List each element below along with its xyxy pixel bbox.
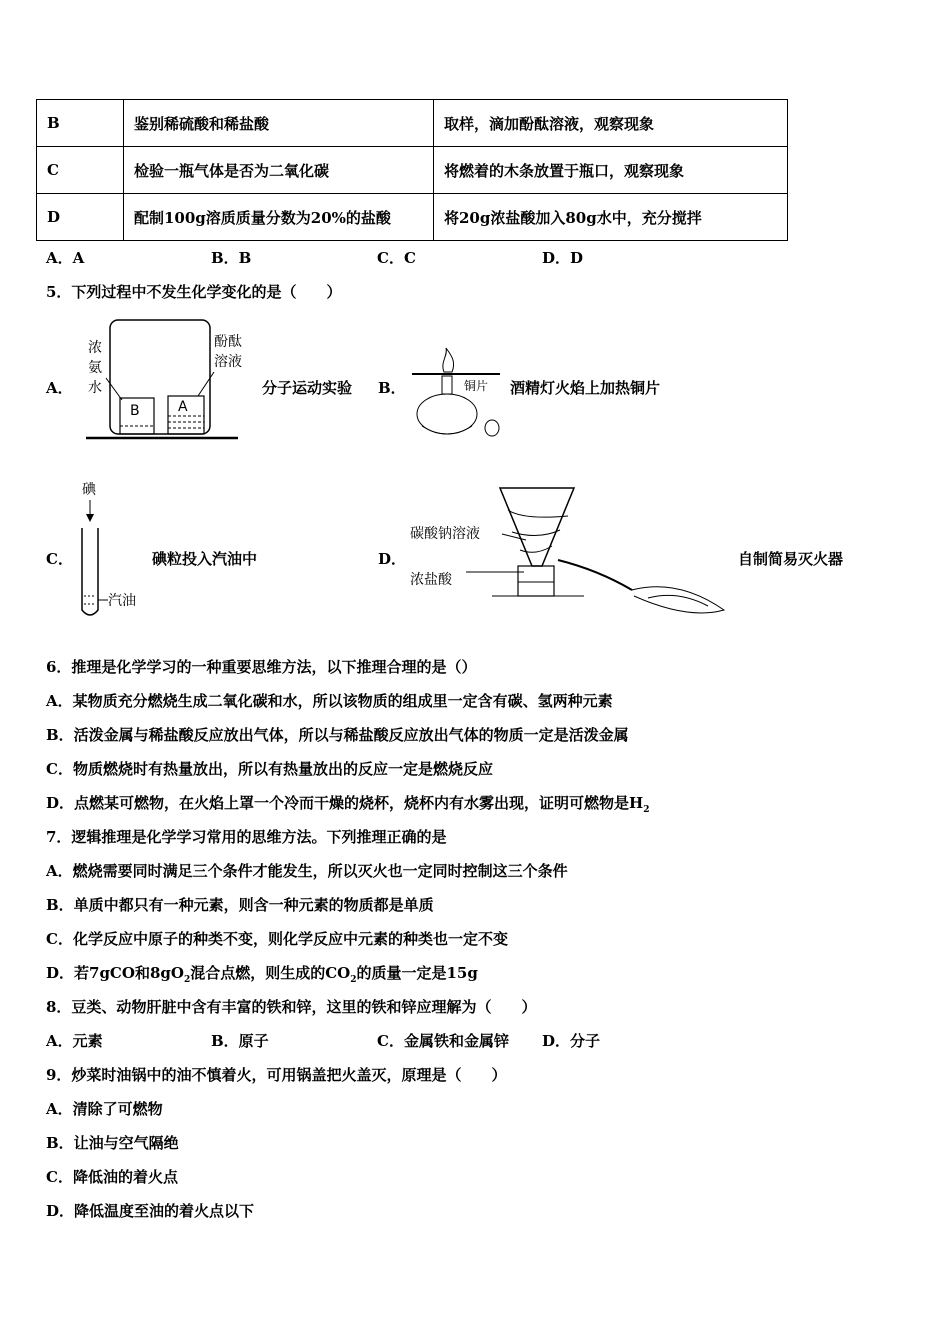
fig-label-solution: 溶液	[214, 354, 242, 370]
table-cell-task: 鉴别稀硫酸和稀盐酸	[124, 100, 434, 147]
q4-option-a: A．A	[46, 249, 85, 267]
q8-option-a: A．元素	[46, 1032, 103, 1050]
conc-hcl-label: 浓盐酸	[410, 572, 452, 588]
molecule-motion-figure	[82, 316, 242, 442]
q5-option-d-text: 自制简易灭火器	[738, 550, 844, 568]
q4-option-b: B．B	[211, 249, 252, 267]
table-cell-letter: B	[37, 100, 124, 147]
q9-option-a: A．清除了可燃物	[46, 1100, 163, 1118]
q8-option-d: D．分子	[542, 1032, 601, 1050]
q4-option-d: D．D	[542, 249, 584, 267]
alcohol-lamp-figure	[404, 346, 504, 442]
q6-option-c: C．物质燃烧时有热量放出，所以有热量放出的反应一定是燃烧反应	[46, 760, 493, 778]
q8-stem: 8．豆类、动物肝脏中含有丰富的铁和锌，这里的铁和锌应理解为（ ）	[46, 998, 537, 1016]
subscript: 2	[350, 975, 357, 985]
fire-extinguisher-figure	[408, 480, 732, 620]
q6-stem: 6．推理是化学学习的一种重要思维方法，以下推理合理的是（）	[46, 658, 477, 676]
beaker-a-label: A	[178, 399, 188, 415]
q8-option-b: B．原子	[211, 1032, 269, 1050]
subscript: 2	[643, 805, 650, 815]
q6-option-a: A．某物质充分燃烧生成二氧化碳和水，所以该物质的组成里一定含有碳、氢两种元素	[46, 692, 613, 710]
table-row	[37, 194, 788, 241]
fig-label-nong: 浓	[88, 340, 102, 356]
q5-option-d-label: D．	[378, 550, 407, 568]
q9-option-c: C．降低油的着火点	[46, 1168, 178, 1186]
q5-option-c-label: C．	[46, 550, 73, 568]
options-table	[36, 99, 788, 241]
sodium-carbonate-label: 碳酸钠溶液	[410, 526, 480, 542]
q8-option-c: C．金属铁和金属锌	[377, 1032, 509, 1050]
q5-option-a-text: 分子运动实验	[262, 379, 353, 397]
table-row	[37, 147, 788, 194]
q5-option-c-text: 碘粒投入汽油中	[152, 550, 258, 568]
table-cell-method: 将20g浓盐酸加入80g水中，充分搅拌	[434, 194, 788, 241]
table-cell-task: 检验一瓶气体是否为二氧化碳	[124, 147, 434, 194]
q9-stem: 9．炒菜时油锅中的油不慎着火，可用锅盖把火盖灭，原理是（ ）	[46, 1066, 507, 1084]
q7-option-d	[46, 962, 478, 985]
iodine-test-tube-figure	[74, 478, 154, 620]
q7-stem: 7．逻辑推理是化学学习常用的思维方法。下列推理正确的是	[46, 828, 447, 846]
q9-option-d: D．降低温度至油的着火点以下	[46, 1202, 255, 1220]
q7-option-a: A．燃烧需要同时满足三个条件才能发生，所以灭火也一定同时控制这三个条件	[46, 862, 568, 880]
table-row	[37, 100, 788, 147]
q7-option-d-part2: 混合点燃，则生成的CO	[190, 964, 351, 982]
q7-option-c: C．化学反应中原子的种类不变，则化学反应中元素的种类也一定不变	[46, 930, 508, 948]
beaker-b-label: B	[130, 403, 140, 419]
table-cell-task: 配制100g溶质质量分数为20%的盐酸	[124, 194, 434, 241]
copper-sheet-label: 铜片	[464, 379, 489, 393]
table-cell-letter: C	[37, 147, 124, 194]
q5-stem: 5．下列过程中不发生化学变化的是（ ）	[46, 283, 342, 301]
q7-option-b: B．单质中都只有一种元素，则含一种元素的物质都是单质	[46, 896, 434, 914]
iodine-label: 碘	[82, 482, 96, 498]
q6-option-b: B．活泼金属与稀盐酸反应放出气体，所以与稀盐酸反应放出气体的物质一定是活泼金属	[46, 726, 629, 744]
q6-option-d-text: D．点燃某可燃物，在火焰上罩一个冷而干燥的烧杯，烧杯内有水雾出现，证明可燃物是H	[46, 794, 644, 812]
q4-option-c: C．C	[377, 249, 416, 267]
q9-option-b: B．让油与空气隔绝	[46, 1134, 179, 1152]
table-cell-letter: D	[37, 194, 124, 241]
q5-option-b-text: 酒精灯火焰上加热铜片	[510, 379, 661, 397]
table-cell-method: 将燃着的木条放置于瓶口，观察现象	[434, 147, 788, 194]
q5-option-b-label: B．	[378, 379, 406, 397]
fig-label-phenolphthalein: 酚酞	[214, 334, 242, 350]
q7-option-d-part1: D．若7gCO和8gO	[46, 964, 184, 982]
fig-label-an: 氨	[88, 360, 102, 376]
table-cell-method: 取样，滴加酚酞溶液，观察现象	[434, 100, 788, 147]
q7-option-d-part3: 的质量一定是15g	[356, 964, 478, 982]
q5-option-a-label: A．	[46, 379, 73, 397]
subscript: 2	[183, 975, 191, 985]
gasoline-label: 汽油	[108, 593, 136, 609]
q6-option-d	[46, 792, 649, 815]
fig-label-shui: 水	[88, 380, 102, 396]
